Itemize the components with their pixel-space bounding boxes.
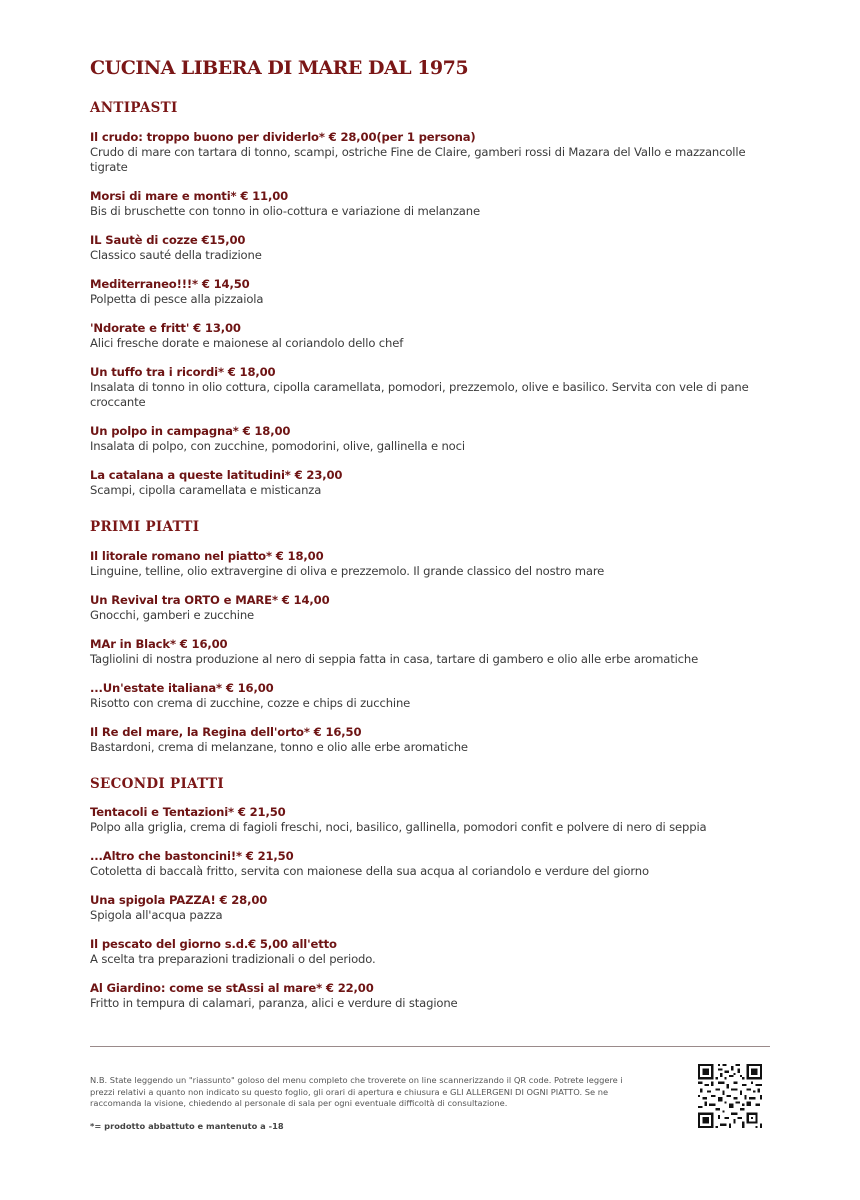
dish-name: Un Revival tra ORTO e MARE* € 14,00: [90, 592, 330, 607]
dish-description: Insalata di polpo, con zucchine, pomodorini, olive, gallinella e noci: [90, 438, 465, 453]
dish-description: Crudo di mare con tartara di tonno, scampi, ostriche Fine de Claire, gamberi rossi di Mazara del Vallo e mazzancolle tigrate: [90, 144, 746, 174]
dish-item: [90, 189, 780, 219]
section-title: SECONDI PIATTI: [90, 775, 224, 792]
dish-name: Il pescato del giorno s.d.€ 5,00 all'etto: [90, 937, 337, 952]
dish-name: Tentacoli e Tentazioni* € 21,50: [90, 805, 286, 820]
dish-description: Risotto con crema di zucchine, cozze e chips di zucchine: [90, 695, 411, 710]
dish-name: MAr in Black* € 16,00: [90, 636, 228, 651]
footer-note: N.B. State leggendo un "riassunto" goloso del menu completo che troverete on line scannerizzando il QR code. Potrete leggere i prezzi relativi a quanto non indicato su questo foglio, gli orari di apertura e chiusura e GLI ALLERGENI DI OGNI PIATTO. Se ne raccomanda la visione, chiedendo al personale di sala per ogni eventuale difficoltà di consultazione.: [90, 1075, 623, 1108]
dish-name: IL Sautè di cozze €15,00: [90, 232, 246, 247]
dish-description: Bastardoni, crema di melanzane, tonno e olio alle erbe aromatiche: [90, 739, 468, 754]
menu-title: CUCINA LIBERA DI MARE DAL 1975: [90, 57, 469, 79]
dish-item: [90, 681, 780, 711]
dish-name: Al Giardino: come se stAssi al mare* € 22,00: [90, 981, 374, 996]
section-title: PRIMI PIATTI: [90, 518, 200, 535]
dish-description: Scampi, cipolla caramellata e misticanza: [90, 482, 322, 497]
dish-item: [90, 981, 780, 1011]
dish-name: Il crudo: troppo buono per dividerlo* € 28,00(per 1 persona): [90, 129, 476, 144]
dish-description: Gnocchi, gamberi e zucchine: [90, 607, 255, 622]
dish-item: [90, 424, 780, 454]
dish-name: Un tuffo tra i ricordi* € 18,00: [90, 364, 276, 379]
dish-item: [90, 849, 780, 879]
dish-item: [90, 277, 780, 307]
section-antipasti: [90, 101, 780, 498]
dish-description: Tagliolini di nostra produzione al nero di seppia fatta in casa, tartare di gambero e olio alle erbe aromatiche: [90, 651, 699, 666]
section-primi-piatti: [90, 520, 780, 755]
dish-item: [90, 725, 780, 755]
dish-item: [90, 805, 780, 835]
section-secondi-piatti: [90, 777, 780, 1012]
section-title: ANTIPASTI: [90, 99, 178, 116]
dish-description: Classico sauté della tradizione: [90, 247, 262, 262]
dish-name: Mediterraneo!!!* € 14,50: [90, 276, 250, 291]
menu-content: [90, 58, 780, 1033]
dish-item: [90, 365, 780, 410]
dish-name: Un polpo in campagna* € 18,00: [90, 423, 291, 438]
dish-item: [90, 130, 780, 175]
dish-description: Bis di bruschette con tonno in olio-cottura e variazione di melanzane: [90, 203, 480, 218]
dish-description: Polpetta di pesce alla pizzaiola: [90, 291, 264, 306]
dish-item: [90, 468, 780, 498]
dish-name: Morsi di mare e monti* € 11,00: [90, 188, 289, 203]
dish-description: Insalata di tonno in olio cottura, cipolla caramellata, pomodori, prezzemolo, olive e basilico. Servita con vele di pane croccante: [90, 379, 749, 409]
dish-description: A scelta tra preparazioni tradizionali o del periodo.: [90, 952, 376, 967]
dish-item: [90, 233, 780, 263]
dish-item: [90, 893, 780, 923]
dish-name: ...Altro che bastoncini!* € 21,50: [90, 849, 294, 864]
dish-name: 'Ndorate e fritt' € 13,00: [90, 320, 241, 335]
dish-item: [90, 937, 780, 967]
dish-item: [90, 593, 780, 623]
dish-name: Una spigola PAZZA! € 28,00: [90, 893, 268, 908]
dish-name: Il litorale romano nel piatto* € 18,00: [90, 548, 324, 563]
dish-description: Linguine, telline, olio extravergine di oliva e prezzemolo. Il grande classico del nostro mare: [90, 563, 605, 578]
dish-description: Polpo alla griglia, crema di fagioli freschi, noci, basilico, gallinella, pomodori confit e polvere di nero di seppia: [90, 820, 707, 835]
dish-description: Spigola all'acqua pazza: [90, 908, 223, 923]
dish-name: La catalana a queste latitudini* € 23,00: [90, 467, 343, 482]
dish-description: Cotoletta di baccalà fritto, servita con maionese della sua acqua al coriandolo e verdure del giorno: [90, 864, 649, 879]
dish-name: Il Re del mare, la Regina dell'orto* € 16,50: [90, 724, 362, 739]
dish-item: [90, 549, 780, 579]
footnote: *= prodotto abbattuto e mantenuto a -18: [90, 1121, 284, 1131]
dish-name: ...Un'estate italiana* € 16,00: [90, 680, 274, 695]
footer-divider: [90, 1046, 770, 1047]
qr-code-icon[interactable]: [698, 1064, 762, 1128]
dish-item: [90, 321, 780, 351]
dish-item: [90, 637, 780, 667]
dish-description: Fritto in tempura di calamari, paranza, alici e verdure di stagione: [90, 996, 458, 1011]
dish-description: Alici fresche dorate e maionese al coriandolo dello chef: [90, 335, 404, 350]
